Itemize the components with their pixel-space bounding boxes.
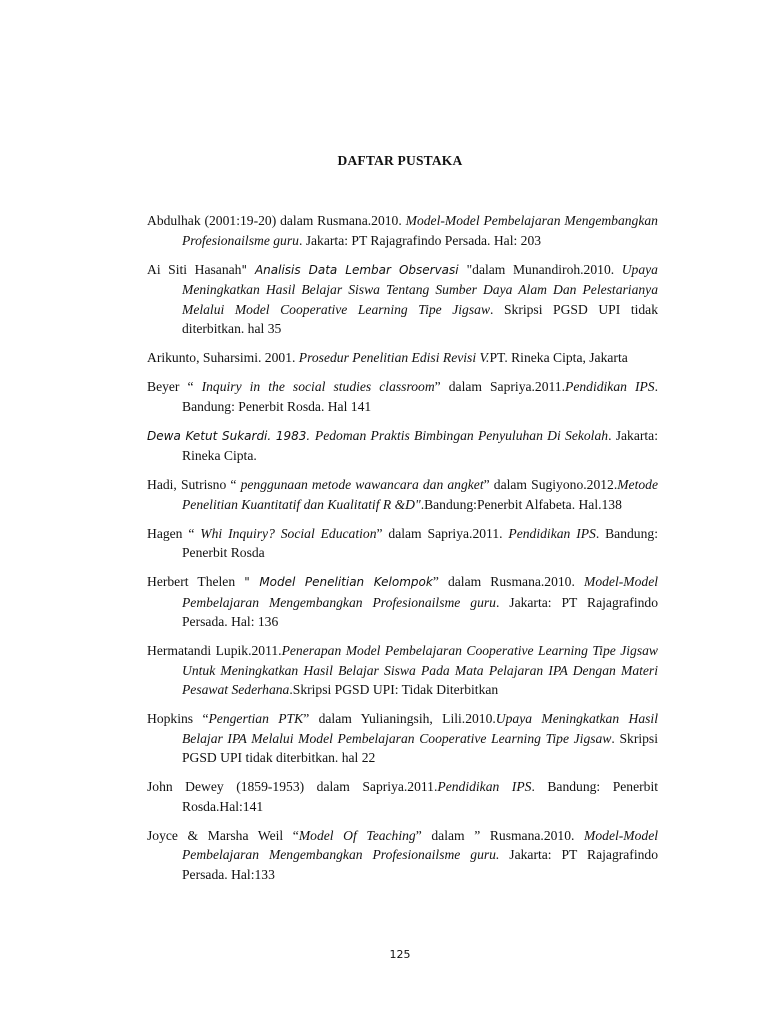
page-title: DAFTAR PUSTAKA bbox=[337, 153, 463, 168]
ref-author: Hermatandi Lupik.2011. bbox=[147, 643, 282, 658]
ref-source: ” dalam Sapriya.2011. bbox=[434, 379, 566, 394]
ref-chapter-title: Whi Inquiry? Social Education bbox=[200, 525, 377, 541]
ref-publisher: .Bandung:Penerbit Alfabeta. Hal.138 bbox=[420, 496, 622, 512]
ref-source: ” dalam Sugiyono.2012. bbox=[483, 477, 618, 492]
reference-list bbox=[147, 211, 658, 894]
ref-chapter-title: " Analisis Data Lembar Observasi bbox=[241, 262, 467, 277]
ref-author: Ai Siti Hasanah bbox=[147, 261, 242, 277]
ref-author: Hadi, Sutrisno “ bbox=[147, 477, 241, 492]
reference-entry-dewa-ketut-sukardi bbox=[147, 426, 658, 466]
ref-title: Model-Model Pembelajaran Mengembangkan Profesionailsme guru bbox=[182, 213, 658, 248]
ref-source: ” dalam Rusmana.2010. bbox=[432, 574, 585, 589]
ref-author: Hopkins “ bbox=[147, 711, 209, 726]
ref-publisher: PT. Rineka Cipta, Jakarta bbox=[489, 350, 628, 365]
ref-author: Arikunto, Suharsimi. 2001. bbox=[147, 350, 299, 365]
ref-source: ” dalam Sapriya.2011. bbox=[376, 525, 509, 541]
ref-publisher: .Skripsi PGSD UPI: Tidak Diterbitkan bbox=[289, 682, 499, 697]
reference-entry-ai-siti-hasanah bbox=[147, 260, 658, 339]
ref-chapter-title: penggunaan metode wawancara dan angket bbox=[240, 477, 484, 492]
ref-chapter-title: " Model Penelitian Kelompok bbox=[244, 575, 433, 589]
reference-entry-hopkins bbox=[147, 709, 658, 768]
reference-entry-hermatandi-lupik bbox=[147, 641, 658, 700]
ref-author: Abdulhak (2001:19-20) dalam Rusmana.2010. bbox=[147, 213, 406, 228]
reference-entry-herbert-thelen bbox=[147, 572, 658, 632]
ref-publisher: . Skripsi PGSD UPI tidak diterbitkan. hal 35 bbox=[182, 301, 658, 336]
ref-publisher: . Bandung: Penerbit Rosda.Hal:141 bbox=[182, 779, 659, 814]
ref-title: Model-Model Pembelajaran Mengembangkan Profesionailsme guru. bbox=[182, 827, 659, 862]
ref-publisher: . Skripsi PGSD UPI tidak diterbitkan. hal 22 bbox=[182, 730, 658, 765]
ref-publisher: . Bandung: Penerbit Rosda. Hal 141 bbox=[182, 379, 659, 414]
reference-entry-hagen bbox=[147, 524, 658, 563]
ref-title: Pedoman Praktis Bimbingan Penyuluhan Di Sekolah bbox=[314, 427, 609, 443]
ref-title: Upaya Meningkatkan Hasil Belajar IPA Melalui Model Pembelajaran Cooperative Learning Tipe Jigsaw bbox=[182, 711, 658, 746]
ref-publisher: . Jakarta: PT Rajagrafindo Persada. Hal: 203 bbox=[298, 232, 542, 248]
page-number: 125 bbox=[389, 948, 411, 961]
reference-entry-abdulhak bbox=[147, 211, 658, 250]
ref-chapter-title: Inquiry in the social studies classroom bbox=[201, 379, 435, 394]
ref-author: Beyer “ bbox=[147, 379, 202, 394]
ref-source: ” dalam ” Rusmana.2010. bbox=[415, 827, 585, 843]
ref-chapter-title: Model Of Teaching bbox=[298, 827, 416, 843]
reference-entry-joyce-marsha-weil bbox=[147, 826, 658, 885]
ref-author: John Dewey (1859-1953) dalam Sapriya.2011. bbox=[147, 779, 438, 794]
reference-entry-arikunto bbox=[147, 348, 658, 368]
reference-entry-hadi-sutrisno bbox=[147, 475, 658, 514]
ref-title: Model-Model Pembelajaran Mengembangkan Profesionailsme guru bbox=[182, 574, 658, 610]
ref-publisher: Jakarta: PT Rajagrafindo Persada. Hal:133 bbox=[182, 847, 658, 882]
ref-author: Hagen “ bbox=[147, 525, 201, 541]
ref-title: Penerapan Model Pembelajaran Cooperative Learning Tipe Jigsaw Untuk Meningkatkan Hasil Belajar Siswa Pada Mata Pelajaran IPA Dengan Materi Pesawat Sederhana bbox=[182, 643, 659, 697]
ref-title: Pendidikan IPS bbox=[508, 525, 596, 541]
ref-author: Dewa Ketut Sukardi. 1983. bbox=[147, 428, 315, 443]
ref-title: Metode Penelitian Kuantitatif dan Kualitatif R &D" bbox=[182, 477, 658, 512]
ref-title: Prosedur Penelitian Edisi Revisi V. bbox=[298, 350, 490, 365]
ref-author: Joyce & Marsha Weil “ bbox=[147, 827, 299, 843]
ref-source: "dalam Munandiroh.2010. bbox=[466, 261, 622, 277]
ref-title: Pendidikan IPS bbox=[565, 379, 655, 394]
ref-publisher: . Jakarta: Rineka Cipta. bbox=[182, 427, 658, 463]
reference-entry-john-dewey bbox=[147, 777, 658, 816]
ref-author: Herbert Thelen bbox=[147, 574, 245, 589]
reference-entry-beyer bbox=[147, 377, 658, 416]
ref-title: Pendidikan IPS bbox=[437, 779, 532, 794]
ref-publisher: . Jakarta: PT Rajagrafindo Persada. Hal: 136 bbox=[182, 594, 658, 629]
ref-source: ” dalam Yulianingsih, Lili.2010. bbox=[303, 711, 496, 726]
ref-chapter-title: Pengertian PTK bbox=[208, 711, 304, 726]
ref-title: Upaya Meningkatkan Hasil Belajar Siswa Tentang Sumber Daya Alam Dan Pelestarianya Melalui Model Cooperative Learning Tipe Jigsaw bbox=[182, 261, 658, 317]
ref-publisher: . Bandung: Penerbit Rosda bbox=[182, 525, 658, 560]
